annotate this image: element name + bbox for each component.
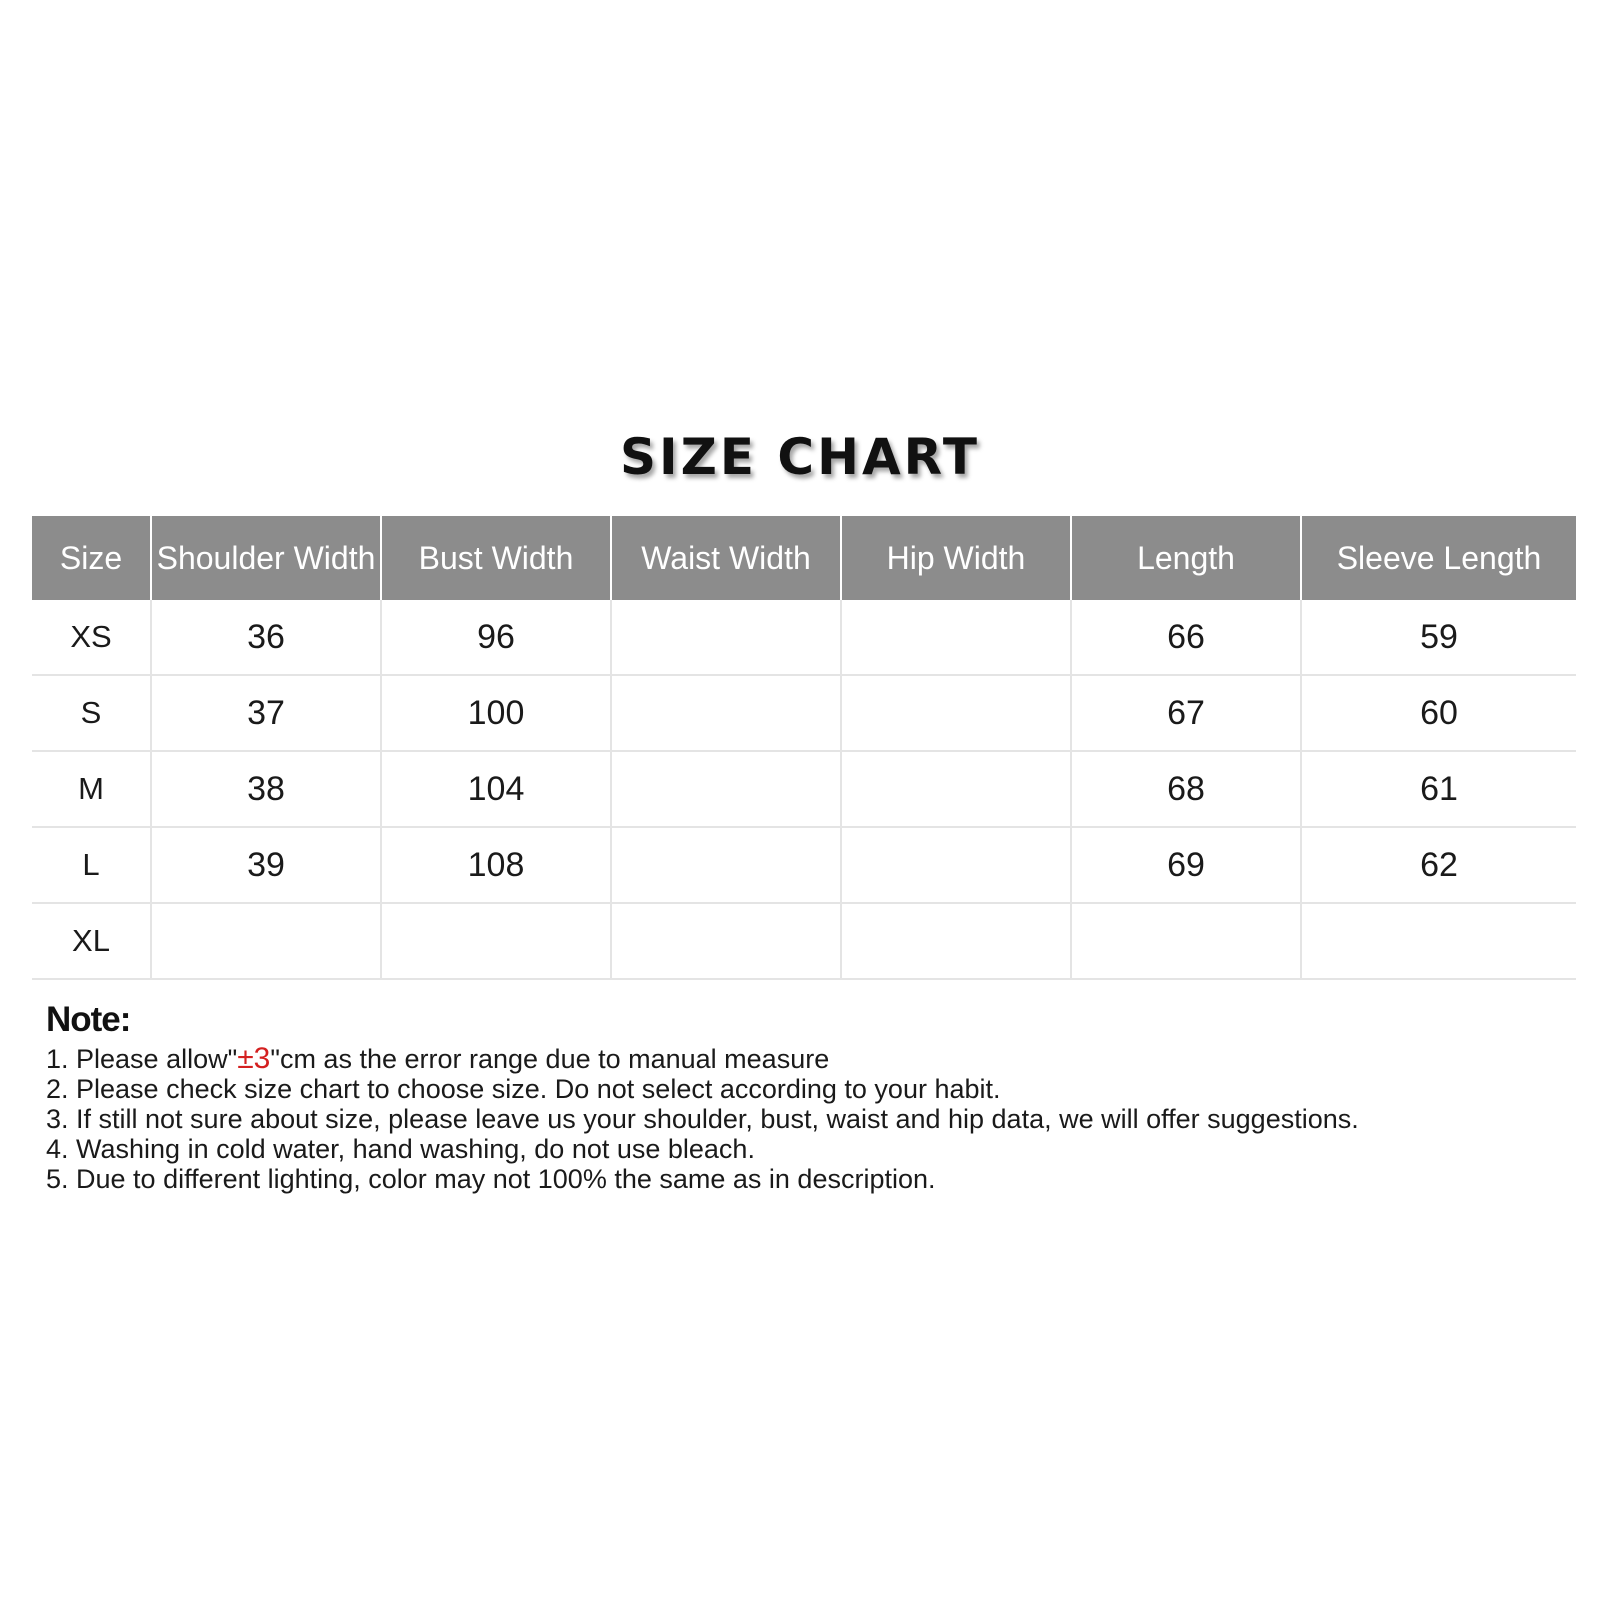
shoulder-width-cell bbox=[151, 903, 381, 979]
size-cell: M bbox=[32, 751, 151, 827]
waist-width-cell bbox=[611, 675, 841, 751]
waist-width-cell bbox=[611, 751, 841, 827]
note-line-3: 3. If still not sure about size, please leave us your shoulder, bust, waist and hip data, we will offer suggestions. bbox=[46, 1104, 1359, 1134]
table-header-row bbox=[32, 516, 1576, 600]
table-row bbox=[32, 675, 1576, 751]
table-row bbox=[32, 827, 1576, 903]
length-cell bbox=[1071, 903, 1301, 979]
column-header-size: Size bbox=[32, 516, 151, 600]
sleeve-length-cell: 61 bbox=[1301, 751, 1576, 827]
column-header-length: Length bbox=[1071, 516, 1301, 600]
column-header-hip-width: Hip Width bbox=[841, 516, 1071, 600]
hip-width-cell bbox=[841, 600, 1071, 675]
note-line-1-prefix: 1. Please allow" bbox=[46, 1044, 238, 1074]
waist-width-cell bbox=[611, 903, 841, 979]
sleeve-length-cell: 62 bbox=[1301, 827, 1576, 903]
bust-width-cell: 108 bbox=[381, 827, 611, 903]
column-header-shoulder-width: Shoulder Width bbox=[151, 516, 381, 600]
table-row bbox=[32, 751, 1576, 827]
length-cell: 66 bbox=[1071, 600, 1301, 675]
size-chart-table bbox=[32, 516, 1576, 980]
shoulder-width-cell: 39 bbox=[151, 827, 381, 903]
sleeve-length-cell: 60 bbox=[1301, 675, 1576, 751]
note-line-5: 5. Due to different lighting, color may not 100% the same as in description. bbox=[46, 1164, 936, 1194]
column-header-bust-width: Bust Width bbox=[381, 516, 611, 600]
bust-width-cell bbox=[381, 903, 611, 979]
hip-width-cell bbox=[841, 903, 1071, 979]
shoulder-width-cell: 36 bbox=[151, 600, 381, 675]
size-cell: XL bbox=[32, 903, 151, 979]
bust-width-cell: 104 bbox=[381, 751, 611, 827]
sleeve-length-cell bbox=[1301, 903, 1576, 979]
hip-width-cell bbox=[841, 675, 1071, 751]
note-line-1 bbox=[46, 1044, 1546, 1074]
notes-section bbox=[46, 1000, 1546, 1194]
tolerance-highlight: ±3 bbox=[237, 1042, 271, 1075]
note-line-2: 2. Please check size chart to choose size. Do not select according to your habit. bbox=[46, 1074, 1001, 1104]
waist-width-cell bbox=[611, 827, 841, 903]
size-cell: S bbox=[32, 675, 151, 751]
shoulder-width-cell: 38 bbox=[151, 751, 381, 827]
size-cell: L bbox=[32, 827, 151, 903]
table-row bbox=[32, 600, 1576, 675]
bust-width-cell: 96 bbox=[381, 600, 611, 675]
column-header-waist-width: Waist Width bbox=[611, 516, 841, 600]
size-cell: XS bbox=[32, 600, 151, 675]
bust-width-cell: 100 bbox=[381, 675, 611, 751]
note-line-1-suffix: "cm as the error range due to manual measure bbox=[270, 1044, 830, 1074]
page-title: SIZE CHART bbox=[619, 428, 981, 486]
hip-width-cell bbox=[841, 751, 1071, 827]
sleeve-length-cell: 59 bbox=[1301, 600, 1576, 675]
shoulder-width-cell: 37 bbox=[151, 675, 381, 751]
waist-width-cell bbox=[611, 600, 841, 675]
notes-heading: Note: bbox=[46, 1000, 131, 1039]
length-cell: 67 bbox=[1071, 675, 1301, 751]
hip-width-cell bbox=[841, 827, 1071, 903]
note-line-4: 4. Washing in cold water, hand washing, do not use bleach. bbox=[46, 1134, 755, 1164]
column-header-sleeve-length: Sleeve Length bbox=[1301, 516, 1576, 600]
table-row bbox=[32, 903, 1576, 979]
length-cell: 69 bbox=[1071, 827, 1301, 903]
length-cell: 68 bbox=[1071, 751, 1301, 827]
